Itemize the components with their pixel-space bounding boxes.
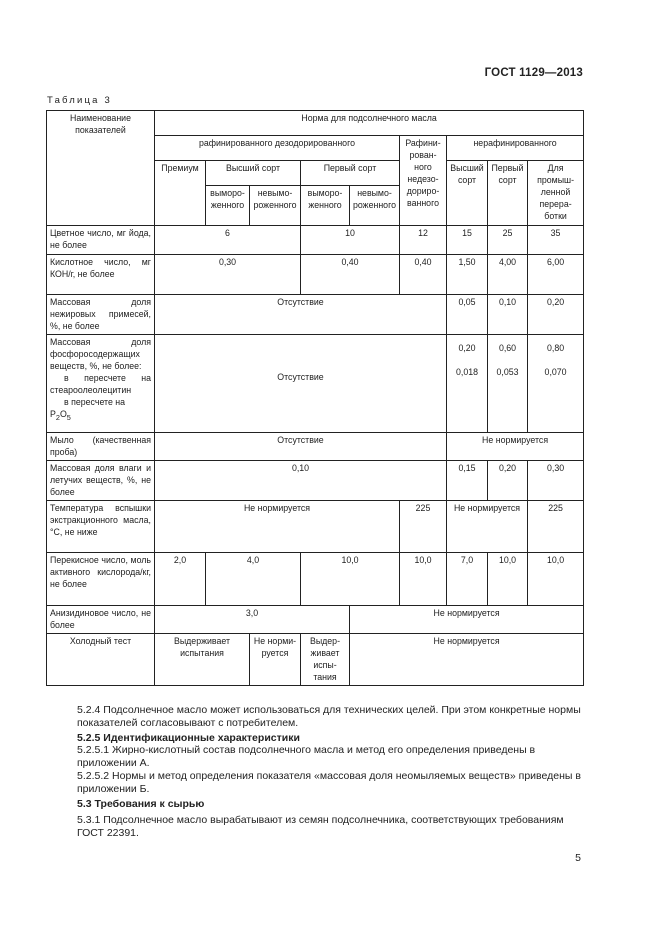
phos-sub1: в пересчете на стеароолеолецитин xyxy=(50,373,151,395)
cell-value: Выдерживает испытания xyxy=(155,634,250,686)
cell-value xyxy=(488,335,528,433)
cell-value: 15 xyxy=(447,226,488,255)
header-premium: Премиум xyxy=(155,161,206,226)
header-refined-not-deodorized: Рафини-рован-ного недезо-дориро-ванного xyxy=(400,136,447,226)
header-refined-deodorized: рафинированного дезодорированного xyxy=(155,136,400,161)
header-industrial: Для промыш-ленной перера-ботки xyxy=(528,161,584,226)
table-row xyxy=(47,226,584,255)
cell-value: 0,30 xyxy=(528,461,584,501)
cell-value: 6,00 xyxy=(528,255,584,295)
cell-value: 10,0 xyxy=(488,553,528,606)
cell-value: 4,00 xyxy=(488,255,528,295)
cell-value: Не нормируется xyxy=(155,501,400,553)
phos-label: Массовая доля фосфоросодержащих веществ, %, не более: xyxy=(50,337,151,371)
cell-value: Не норми-руется xyxy=(250,634,301,686)
cell-value: 0,05 xyxy=(447,295,488,335)
paragraph-5-2-5-1: 5.2.5.1 Жирно-кислотный состав подсолнечного масла и метод его определения приведены в приложении А. xyxy=(77,744,536,769)
page-number: 5 xyxy=(575,852,581,864)
row-label: Массовая доля нежировых примесей, %, не более xyxy=(47,295,155,335)
paragraph-5-2-4: 5.2.4 Подсолнечное масло может использоваться для технических целей. При этом конкретные нормы показателей согласовывают с потребителем. xyxy=(77,704,581,729)
cell-value: Не нормируется xyxy=(350,606,584,634)
value-p2o5: 0,018 xyxy=(455,367,478,377)
header-top-frozen: выморо-женного xyxy=(206,186,250,226)
heading-5-2-5: 5.2.5 Идентификационные характеристики xyxy=(77,732,300,744)
row-label: Перекисное число, моль активного кислорода/кг, не более xyxy=(47,553,155,606)
header-top-grade: Высший сорт xyxy=(206,161,301,186)
header-indicator-name: Наименование показателей xyxy=(47,111,155,226)
phos-formula: $P_2O_5$ xyxy=(50,409,71,422)
cell-value: 0,10 xyxy=(488,295,528,335)
heading-5-3: 5.3 Требования к сырью xyxy=(77,798,205,810)
cell-value: Не нормируется xyxy=(350,634,584,686)
value-p2o5: 0,053 xyxy=(496,367,519,377)
table-row xyxy=(47,461,584,501)
cell-value: 0,10 xyxy=(155,461,447,501)
header-unrefined-first: Первый сорт xyxy=(488,161,528,226)
table-row xyxy=(47,553,584,606)
row-label: Мыло (качественная проба) xyxy=(47,433,155,461)
table-row xyxy=(47,295,584,335)
cell-value: 3,0 xyxy=(155,606,350,634)
cell-value: Выдер-живает испы-тания xyxy=(301,634,350,686)
cell-value: 4,0 xyxy=(206,553,301,606)
cell-value: 225 xyxy=(528,501,584,553)
header-top-not-frozen: невымо-роженного xyxy=(250,186,301,226)
header-unrefined-top: Высший сорт xyxy=(447,161,488,226)
cell-value: 0,20 xyxy=(488,461,528,501)
header-first-not-frozen: невымо-роженного xyxy=(350,186,400,226)
table-row xyxy=(47,255,584,295)
cell-value: 6 xyxy=(155,226,301,255)
cell-value xyxy=(528,335,584,433)
row-label xyxy=(47,335,155,433)
cell-value: 0,15 xyxy=(447,461,488,501)
cell-value xyxy=(447,335,488,433)
cell-value: 35 xyxy=(528,226,584,255)
value-p2o5: 0,070 xyxy=(544,367,567,377)
cell-value: 1,50 xyxy=(447,255,488,295)
cell-value: 10,0 xyxy=(400,553,447,606)
cell-value: Не нормируется xyxy=(447,433,584,461)
cell-value: 10,0 xyxy=(528,553,584,606)
header-first-frozen: выморо-женного xyxy=(301,186,350,226)
cell-value: 12 xyxy=(400,226,447,255)
cell-value: 0,20 xyxy=(528,295,584,335)
value-stearo: 0,60 xyxy=(498,343,517,353)
cell-value: Не нормируется xyxy=(447,501,528,553)
table-3 xyxy=(46,110,584,686)
cell-value: 10,0 xyxy=(301,553,400,606)
row-label: Анизидиновое число, не более xyxy=(47,606,155,634)
cell-value: 225 xyxy=(400,501,447,553)
cell-value: 2,0 xyxy=(155,553,206,606)
row-label: Температура вспышки экстракционного масла, °С, не ниже xyxy=(47,501,155,553)
cell-value: Отсутствие xyxy=(155,295,447,335)
cell-value: 0,30 xyxy=(155,255,301,295)
cell-value: Отсутствие xyxy=(155,433,447,461)
header-unrefined: нерафинированного xyxy=(447,136,584,161)
paragraph-5-3-1: 5.3.1 Подсолнечное масло вырабатывают из семян подсолнечника, соответствующих требованиям ГОСТ 22391. xyxy=(77,814,564,839)
cell-value: 0,40 xyxy=(301,255,400,295)
table-row xyxy=(47,335,584,433)
row-label: Холодный тест xyxy=(47,634,155,686)
table-header-row xyxy=(47,111,584,136)
paragraph-5-2-5-2: 5.2.5.2 Нормы и метод определения показателя «массовая доля неомыляемых веществ» приведены в приложении Б. xyxy=(77,770,581,795)
cell-value: 0,40 xyxy=(400,255,447,295)
cell-value: 7,0 xyxy=(447,553,488,606)
table-row xyxy=(47,606,584,634)
table-row xyxy=(47,634,584,686)
document-header: ГОСТ 1129—2013 xyxy=(484,67,583,79)
table-row xyxy=(47,501,584,553)
row-label: Кислотное число, мг КОН/г, не более xyxy=(47,255,155,295)
header-first-grade: Первый сорт xyxy=(301,161,400,186)
header-norm: Норма для подсолнечного масла xyxy=(155,111,584,136)
row-label: Массовая доля влаги и летучих веществ, %, не более xyxy=(47,461,155,501)
cell-value: 10 xyxy=(301,226,400,255)
value-stearo: 0,20 xyxy=(458,343,476,353)
cell-value: Отсутствие xyxy=(155,335,447,433)
cell-value: 25 xyxy=(488,226,528,255)
value-stearo: 0,80 xyxy=(547,343,565,353)
row-label: Цветное число, мг йода, не более xyxy=(47,226,155,255)
table-row xyxy=(47,433,584,461)
table-caption: Таблица 3 xyxy=(47,95,112,106)
phos-sub2: в пересчете на xyxy=(64,397,126,407)
